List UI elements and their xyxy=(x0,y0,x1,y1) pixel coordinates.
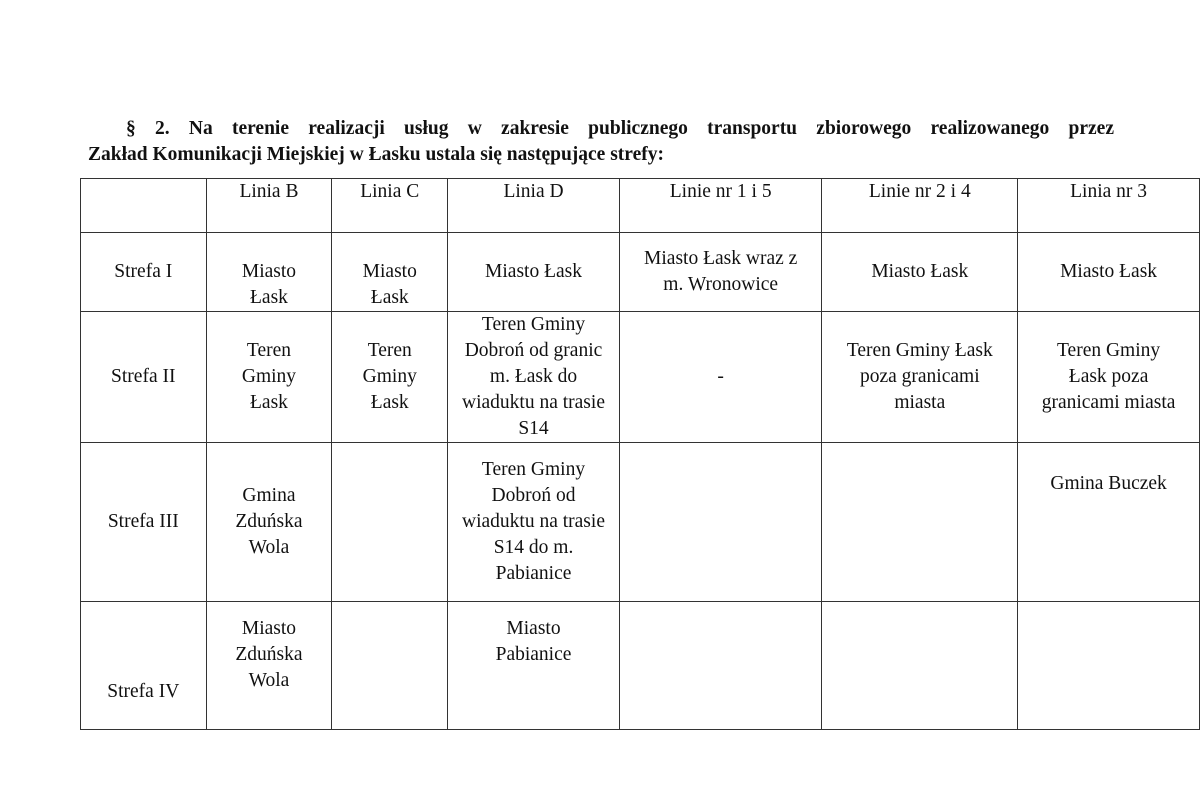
table-row xyxy=(81,443,1200,602)
table-cell xyxy=(332,443,448,602)
table-cell: Gmina Zduńska Wola xyxy=(206,443,332,602)
table-row xyxy=(81,602,1200,730)
zone-label: Strefa I xyxy=(81,233,207,312)
table-cell xyxy=(332,602,448,730)
table-row xyxy=(81,233,1200,312)
table-cell: Miasto Łask xyxy=(206,233,332,312)
table-header-row xyxy=(81,179,1200,233)
header-linie-2-4: Linie nr 2 i 4 xyxy=(822,179,1018,233)
intro-line-2: Zakład Komunikacji Miejskiej w Łasku ustala się następujące strefy: xyxy=(88,144,664,165)
table-cell: Teren Gminy Dobroń od granic m. Łask do wiaduktu na trasie S14 xyxy=(448,312,620,443)
header-linia-3: Linia nr 3 xyxy=(1018,179,1200,233)
table-cell: Teren Gminy Łask poza granicami miasta xyxy=(822,312,1018,443)
header-linie-1-5: Linie nr 1 i 5 xyxy=(619,179,822,233)
intro-line-1: § 2. Na terenie realizacji usług w zakresie publicznego transportu zbiorowego realizowanego przez xyxy=(126,118,1114,139)
table-cell xyxy=(822,602,1018,730)
table-cell: Miasto Pabianice xyxy=(448,602,620,730)
intro-paragraph xyxy=(88,116,1114,168)
table-cell: Teren Gminy Dobroń od wiaduktu na trasie S14 do m. Pabianice xyxy=(448,443,620,602)
header-linia-d: Linia D xyxy=(448,179,620,233)
header-linia-b: Linia B xyxy=(206,179,332,233)
table-row xyxy=(81,312,1200,443)
table-cell: Gmina Buczek xyxy=(1018,443,1200,602)
header-linia-c: Linia C xyxy=(332,179,448,233)
table-cell: Teren Gminy Łask xyxy=(206,312,332,443)
zone-label: Strefa II xyxy=(81,312,207,443)
table-cell xyxy=(619,443,822,602)
table-cell: - xyxy=(619,312,822,443)
header-cell-empty xyxy=(81,179,207,233)
table-cell: Miasto Łask xyxy=(332,233,448,312)
table-cell xyxy=(619,602,822,730)
table-cell: Miasto Zduńska Wola xyxy=(206,602,332,730)
table-cell xyxy=(1018,602,1200,730)
zones-table xyxy=(80,178,1200,730)
table-cell: Miasto Łask xyxy=(1018,233,1200,312)
table-cell: Miasto Łask xyxy=(448,233,620,312)
table-cell xyxy=(822,443,1018,602)
table-cell: Miasto Łask xyxy=(822,233,1018,312)
zone-label: Strefa III xyxy=(81,443,207,602)
table-cell: Miasto Łask wraz z m. Wronowice xyxy=(619,233,822,312)
zone-label: Strefa IV xyxy=(81,602,207,730)
table-cell: Teren Gminy Łask poza granicami miasta xyxy=(1018,312,1200,443)
table-cell: Teren Gminy Łask xyxy=(332,312,448,443)
